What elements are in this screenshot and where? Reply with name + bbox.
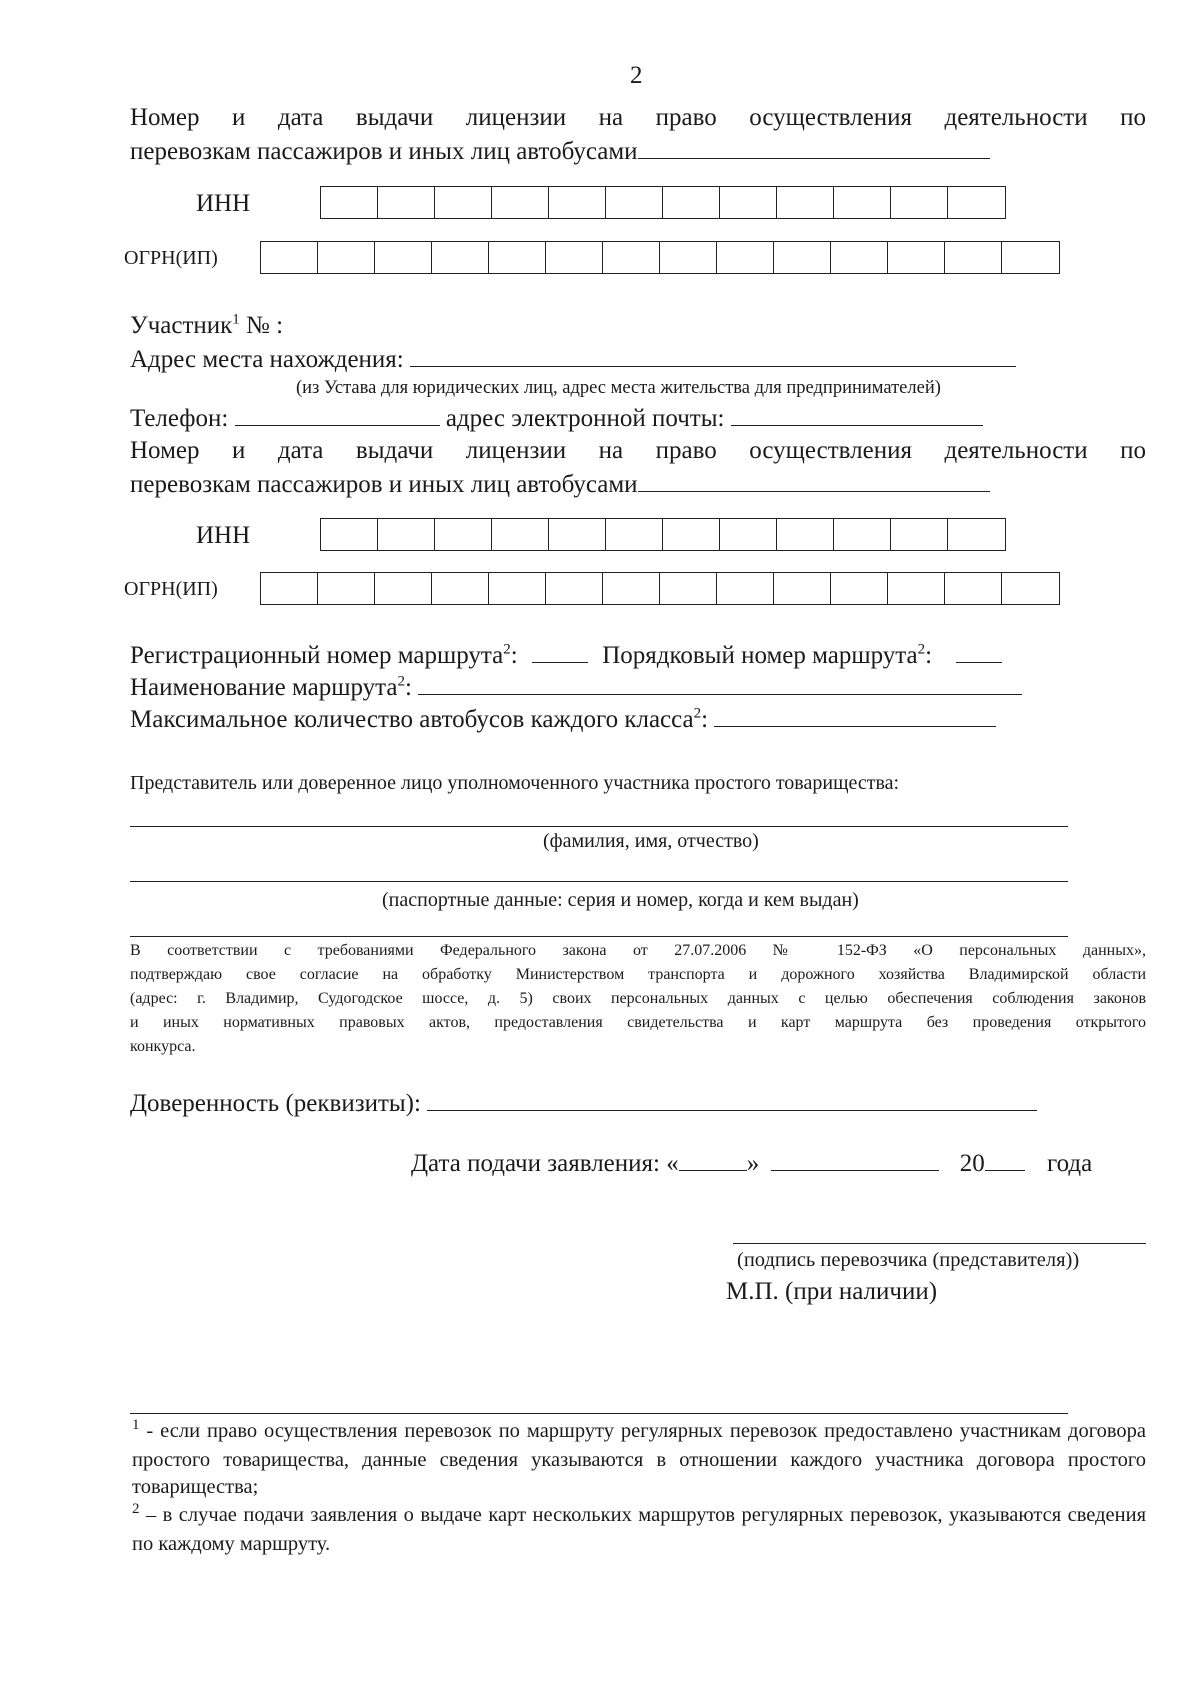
address-label: Адрес места нахождения:: [130, 346, 404, 373]
license-line-2-b: [130, 471, 990, 499]
power-of-attorney-input-line[interactable]: [427, 1109, 1037, 1111]
participant-heading: Участник$^1$ № :: [130, 311, 284, 339]
phone-label: Телефон:: [130, 405, 229, 432]
footnote-1: $^1$ - если право осуществления перевозок по маршруту регулярных перевозок предоставлено участникам договора простого товарищества, данные сведения указываются в отношении каждого участника договора простого товарищества;: [132, 1417, 1146, 1498]
month-input-line[interactable]: [771, 1169, 939, 1171]
power-of-attorney-row: [130, 1090, 1037, 1118]
ogrn-label-b: ОГРН(ИП): [124, 578, 218, 600]
license-label: перевозкам пассажиров и иных лиц автобусами: [130, 138, 638, 165]
signature-hint: (подпись перевозчика (представителя)): [737, 1249, 1080, 1271]
contact-row: [130, 405, 983, 433]
date-row: Дата подачи заявления: « » 20 года: [411, 1150, 1093, 1177]
fio-input-line[interactable]: [130, 826, 1068, 827]
ogrn-cells[interactable]: [260, 241, 1060, 274]
page-number: 2: [630, 62, 643, 89]
date-label: Дата подачи заявления:: [411, 1150, 660, 1177]
license-line-1-b: Номер и дата выдачи лицензии на право осуществления деятельности по: [130, 437, 1146, 464]
consent-line-1: В соответствии с требованиями Федерального закона от 27.07.2006 № 152-ФЗ «О персональных данных»,: [130, 942, 1146, 959]
ogrn-label: ОГРН(ИП): [124, 247, 218, 269]
footnote-2: $^2$ – в случае подачи заявления о выдаче карт нескольких маршрутов регулярных перевозок, указываются сведения по каждому маршруту.: [132, 1501, 1146, 1555]
consent-line-5: конкурса.: [130, 1038, 196, 1055]
representative-heading: Представитель или доверенное лицо уполномоченного участника простого товарищества:: [130, 772, 900, 794]
reg-number-input-line[interactable]: [532, 661, 588, 663]
inn-label-b: ИНН: [196, 522, 251, 549]
license-input-line[interactable]: [638, 157, 990, 159]
license-label-b: перевозкам пассажиров и иных лиц автобусами: [130, 471, 638, 498]
separator-line: [130, 936, 1068, 937]
license-line-1: Номер и дата выдачи лицензии на право осуществления деятельности по: [130, 104, 1146, 131]
stamp-label: М.П. (при наличии): [726, 1278, 938, 1305]
signature-input-line[interactable]: [733, 1243, 1146, 1244]
route-name-label: Наименование маршрута: [130, 674, 398, 701]
address-hint: (из Устава для юридических лиц, адрес места жительства для предпринимателей): [296, 378, 941, 398]
reg-number-label: Регистрационный номер маршрута: [130, 642, 504, 669]
max-buses-label: Максимальное количество автобусов каждого класса: [130, 706, 694, 733]
passport-hint: (паспортные данные: серия и номер, когда и кем выдан): [382, 889, 859, 911]
inn-cells[interactable]: [320, 186, 1006, 219]
year-input-line[interactable]: [985, 1169, 1025, 1171]
passport-input-line[interactable]: [130, 881, 1068, 882]
consent-line-3: (адрес: г. Владимир, Судогодское шоссе, д. 5) своих персональных данных с целью обеспечения соблюдения законов: [130, 990, 1146, 1007]
email-input-line[interactable]: [731, 424, 983, 426]
fio-hint: (фамилия, имя, отчество): [543, 830, 759, 852]
seq-number-input-line[interactable]: [956, 661, 1002, 663]
license-line-2: [130, 138, 990, 166]
max-buses-input-line[interactable]: [714, 725, 996, 727]
consent-line-4: и иных нормативных правовых актов, предоставления свидетельства и карт маршрута без проведения открытого: [130, 1014, 1146, 1031]
address-row: [130, 346, 1016, 374]
route-name-row: Наименование маршрута$^2$:: [130, 674, 1022, 702]
email-label: адрес электронной почты:: [445, 405, 725, 432]
inn-label: ИНН: [196, 190, 251, 217]
max-buses-row: Максимальное количество автобусов каждого класса$^2$:: [130, 706, 996, 734]
route-number-row: Регистрационный номер маршрута$^2$: Порядковый номер маршрута$^2$:: [130, 642, 1002, 670]
footnote-separator: [130, 1413, 1068, 1414]
power-of-attorney-label: Доверенность (реквизиты):: [130, 1090, 421, 1117]
inn-cells-b[interactable]: [320, 518, 1006, 551]
day-input-line[interactable]: [679, 1169, 747, 1171]
license-input-line-b[interactable]: [638, 490, 990, 492]
address-input-line[interactable]: [410, 365, 1016, 367]
seq-number-label: Порядковый номер маршрута: [602, 642, 918, 669]
consent-line-2: подтверждаю свое согласие на обработку Министерством транспорта и дорожного хозяйства Владимирской области: [130, 966, 1146, 983]
phone-input-line[interactable]: [235, 424, 440, 426]
route-name-input-line[interactable]: [418, 693, 1022, 695]
ogrn-cells-b[interactable]: [260, 572, 1060, 605]
